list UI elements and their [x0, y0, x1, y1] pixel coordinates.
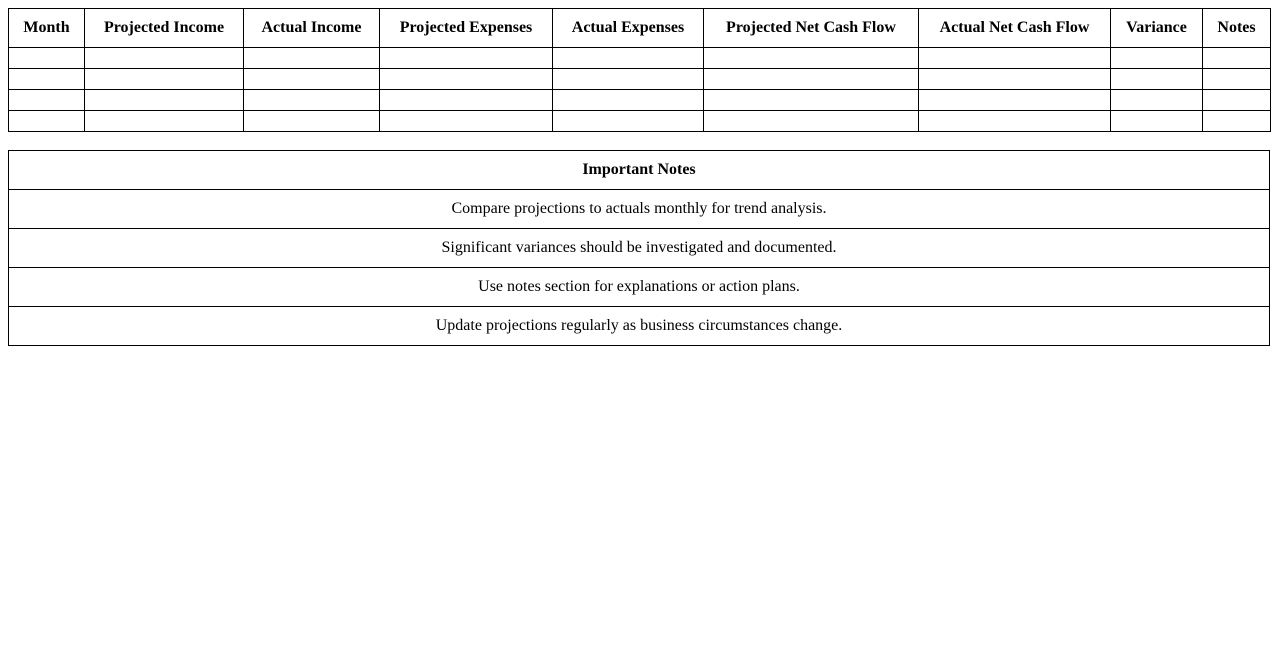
table-cell[interactable]	[244, 111, 380, 132]
note-row	[9, 229, 1270, 268]
table-cell[interactable]	[1203, 111, 1271, 132]
table-cell[interactable]	[244, 48, 380, 69]
table-cell[interactable]	[1111, 48, 1203, 69]
table-cell[interactable]	[1111, 69, 1203, 90]
table-row	[9, 90, 1271, 111]
table-cell[interactable]	[919, 48, 1111, 69]
table-cell[interactable]	[85, 48, 244, 69]
column-header-month: Month	[9, 9, 85, 48]
table-cell[interactable]	[553, 90, 704, 111]
table-cell[interactable]	[1203, 90, 1271, 111]
column-header-projected-expenses: Projected Expenses	[380, 9, 553, 48]
table-row	[9, 111, 1271, 132]
table-cell[interactable]	[704, 48, 919, 69]
table-row	[9, 48, 1271, 69]
table-cell[interactable]	[553, 69, 704, 90]
table-cell[interactable]	[9, 111, 85, 132]
table-cell[interactable]	[380, 111, 553, 132]
note-item: Update projections regularly as business circumstances change.	[9, 307, 1270, 346]
table-cell[interactable]	[9, 48, 85, 69]
table-cell[interactable]	[380, 69, 553, 90]
cash-flow-table	[8, 8, 1271, 132]
note-item: Significant variances should be investigated and documented.	[9, 229, 1270, 268]
note-item: Use notes section for explanations or action plans.	[9, 268, 1270, 307]
table-cell[interactable]	[244, 69, 380, 90]
column-header-actual-expenses: Actual Expenses	[553, 9, 704, 48]
note-row	[9, 307, 1270, 346]
table-cell[interactable]	[704, 90, 919, 111]
table-cell[interactable]	[1203, 48, 1271, 69]
column-header-projected-income: Projected Income	[85, 9, 244, 48]
notes-header-row	[9, 151, 1270, 190]
table-cell[interactable]	[85, 69, 244, 90]
table-row	[9, 69, 1271, 90]
important-notes-table	[8, 150, 1270, 346]
table-cell[interactable]	[919, 69, 1111, 90]
table-cell[interactable]	[380, 48, 553, 69]
table-cell[interactable]	[919, 111, 1111, 132]
table-cell[interactable]	[704, 69, 919, 90]
column-header-variance: Variance	[1111, 9, 1203, 48]
table-cell[interactable]	[1203, 69, 1271, 90]
table-cell[interactable]	[553, 48, 704, 69]
table-cell[interactable]	[1111, 90, 1203, 111]
note-item: Compare projections to actuals monthly for trend analysis.	[9, 190, 1270, 229]
cash-flow-header-row	[9, 9, 1271, 48]
column-header-actual-income: Actual Income	[244, 9, 380, 48]
column-header-notes: Notes	[1203, 9, 1271, 48]
table-cell[interactable]	[919, 90, 1111, 111]
table-cell[interactable]	[244, 90, 380, 111]
table-cell[interactable]	[9, 90, 85, 111]
notes-title: Important Notes	[9, 151, 1270, 190]
column-header-actual-net-cash-flow: Actual Net Cash Flow	[919, 9, 1111, 48]
table-cell[interactable]	[1111, 111, 1203, 132]
column-header-projected-net-cash-flow: Projected Net Cash Flow	[704, 9, 919, 48]
table-cell[interactable]	[9, 69, 85, 90]
note-row	[9, 190, 1270, 229]
note-row	[9, 268, 1270, 307]
table-cell[interactable]	[85, 111, 244, 132]
table-cell[interactable]	[553, 111, 704, 132]
table-cell[interactable]	[380, 90, 553, 111]
table-cell[interactable]	[85, 90, 244, 111]
table-cell[interactable]	[704, 111, 919, 132]
